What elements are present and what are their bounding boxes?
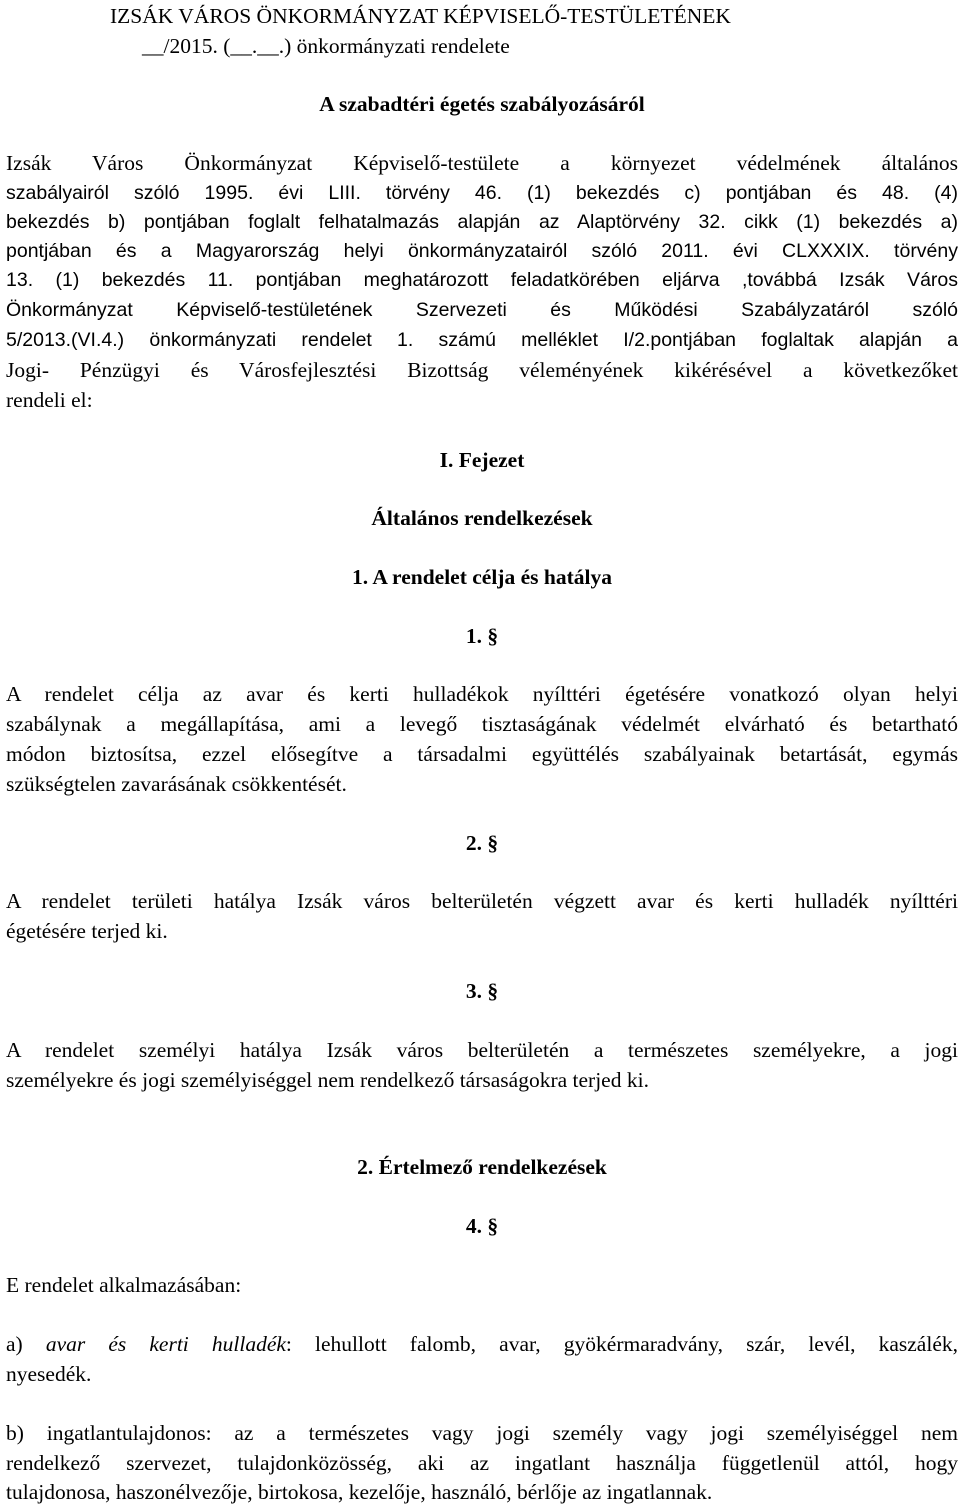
paragraph-line: A rendelet területi hatálya Izsák város belterületén végzett avar és kerti hulladék nyílttéri [6, 889, 958, 913]
paragraph-line: módon biztosítsa, ezzel elősegítve a társadalmi együttélés szabályainak betartását, egymás [6, 742, 958, 766]
preamble-line: szabályairól szóló 1995. évi LIII. törvény 46. (1) bekezdés c) pontjában és 48. (4) [6, 182, 958, 204]
paragraph-number: 3. § [465, 979, 499, 1003]
definition-a: a) avar és kerti hulladék: lehullott falomb, avar, gyökérmaradvány, szár, levél, kaszálék, [6, 1332, 958, 1356]
paragraph-line: égetésére terjed ki. [6, 919, 168, 943]
preamble-line: Izsák Város Önkormányzat Képviselő-testülete a környezet védelmének általános [6, 151, 958, 175]
paragraph-line: személyekre és jogi személyiséggel nem rendelkező társaságokra terjed ki. [6, 1068, 649, 1092]
section-title: 1. A rendelet célja és hatálya [352, 565, 612, 589]
definition-b-line: rendelkező szervezet, tulajdonközösség, aki az ingatlant használja függetlenül attól, hogy [6, 1451, 958, 1475]
ordinance-issuer: IZSÁK VÁROS ÖNKORMÁNYZAT KÉPVISELŐ-TESTÜLETÉNEK [110, 4, 731, 28]
paragraph-line: A rendelet személyi hatálya Izsák város belterületén a természetes személyekre, a jogi [6, 1038, 958, 1062]
preamble-line: Jogi- Pénzügyi és Városfejlesztési Bizottság véleményének kikérésével a következőket [6, 358, 958, 382]
paragraph-number: 2. § [465, 831, 499, 855]
preamble-line: Önkormányzat Képviselő-testületének Szervezeti és Működési Szabályzatáról szóló [6, 299, 958, 321]
section-title: 2. Értelmező rendelkezések [357, 1155, 607, 1179]
definition-b-line: tulajdonosa, haszonélvezője, birtokosa, kezelője, használó, bérlője az ingatlannak. [6, 1480, 713, 1504]
defined-term: avar és kerti hulladék [45, 1332, 286, 1356]
definitions-intro: E rendelet alkalmazásában: [6, 1273, 242, 1297]
definition-a-cont: nyesedék. [6, 1362, 92, 1386]
ordinance-subject: A szabadtéri égetés szabályozásáról [319, 92, 645, 116]
preamble-line: bekezdés b) pontjában foglalt felhatalmazás alapján az Alaptörvény 32. cikk (1) bekezdés a) [6, 211, 958, 233]
preamble-line: rendeli el: [6, 388, 93, 412]
preamble-line: pontjában és a Magyarország helyi önkormányzatairól szóló 2011. évi CLXXXIX. törvény [6, 240, 958, 262]
chapter-title: Általános rendelkezések [371, 506, 593, 530]
ordinance-number: __/2015. (__.__.) önkormányzati rendelete [142, 34, 510, 58]
paragraph-line: A rendelet célja az avar és kerti hulladékok nyílttéri égetésére vonatkozó olyan helyi [6, 682, 958, 706]
paragraph-number: 4. § [465, 1214, 499, 1238]
preamble-line: 13. (1) bekezdés 11. pontjában meghatározott feladatkörében eljárva ,továbbá Izsák Város [6, 269, 958, 291]
definition-b-line: b) ingatlantulajdonos: az a természetes vagy jogi személy vagy jogi személyiséggel nem [6, 1421, 958, 1445]
paragraph-number: 1. § [465, 624, 499, 648]
preamble-line: 5/2013.(VI.4.) önkormányzati rendelet 1. számú melléklet I/2.pontjában foglaltak alapján a [6, 329, 958, 351]
chapter-number: I. Fejezet [439, 448, 525, 472]
paragraph-line: szükségtelen zavarásának csökkentését. [6, 772, 347, 796]
paragraph-line: szabálynak a megállapítása, ami a levegő tisztaságának védelmét elvárható és betartható [6, 712, 958, 736]
